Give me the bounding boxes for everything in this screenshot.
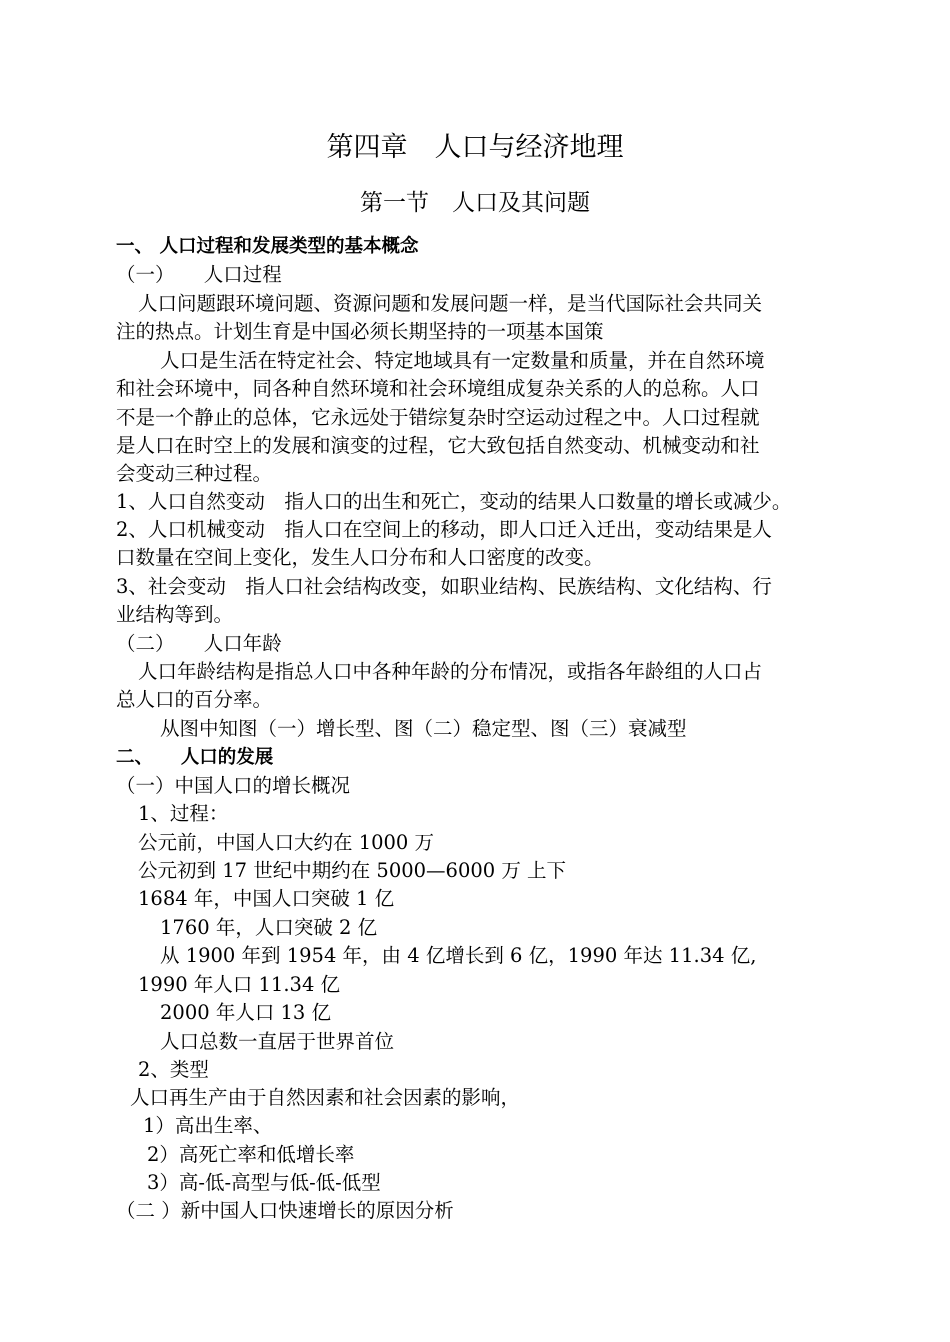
paragraph-line: 从图中知图（一）增长型、图（二）稳定型、图（三）衰减型 (160, 717, 687, 740)
list-item: 人口总数一直居于世界首位 (160, 1030, 395, 1053)
paragraph-line: 不是一个静止的总体，它永远处于错综复杂时空运动过程之中。人口过程就 (116, 406, 760, 429)
subheading-population-age: （二） 人口年龄 (116, 632, 282, 655)
paragraph-line: 人口再生产由于自然因素和社会因素的影响， (130, 1086, 521, 1109)
list-item: 公元前，中国人口大约在 1000 万 (138, 831, 435, 854)
paragraph-line: 口数量在空间上变化，发生人口分布和人口密度的改变。 (116, 546, 604, 569)
list-item: 公元初到 17 世纪中期约在 5000—6000 万 上下 (138, 859, 567, 882)
subheading-growth-overview: （一）中国人口的增长概况 (116, 774, 351, 797)
paragraph-line: 会变动三种过程。 (116, 462, 273, 485)
paragraph-line: 总人口的百分率。 (116, 688, 273, 711)
paragraph-line: 注的热点。计划生育是中国必须长期坚持的一项基本国策 (116, 320, 604, 343)
heading-part-one: 一、 人口过程和发展类型的基本概念 (116, 236, 419, 257)
paragraph-line: 人口问题跟环境问题、资源问题和发展问题一样，是当代国际社会共同关 (138, 292, 763, 315)
list-item: 1684 年，中国人口突破 1 亿 (138, 887, 395, 910)
list-item: 1760 年，人口突破 2 亿 (160, 916, 378, 939)
list-item: 从 1900 年到 1954 年，由 4 亿增长到 6 亿，1990 年达 11.34 亿, (160, 944, 757, 967)
list-item: 2、人口机械变动 指人口在空间上的移动，即人口迁入迁出，变动结果是人 (116, 518, 772, 541)
paragraph-line: 业结构等到。 (116, 603, 234, 626)
list-item: 2、类型 (138, 1058, 209, 1081)
list-item: 3、社会变动 指人口社会结构改变，如职业结构、民族结构、文化结构、行 (116, 575, 772, 598)
list-item: 3）高-低-高型与低-低-低型 (147, 1171, 381, 1194)
list-item: 1）高出生率、 (143, 1114, 273, 1137)
list-item: 2）高死亡率和低增长率 (147, 1143, 355, 1166)
section-title: 第一节 人口及其问题 (360, 190, 590, 216)
list-item: 1、人口自然变动 指人口的出生和死亡，变动的结果人口数量的增长或减少。 (116, 490, 792, 513)
list-item: 1、过程： (138, 802, 229, 825)
heading-part-two: 二、 人口的发展 (116, 747, 274, 768)
list-item: 2000 年人口 13 亿 (160, 1001, 332, 1024)
list-item: 1990 年人口 11.34 亿 (138, 973, 341, 996)
chapter-title: 第四章 人口与经济地理 (326, 132, 624, 163)
paragraph-line: 人口年龄结构是指总人口中各种年龄的分布情况，或指各年龄组的人口占 (138, 660, 763, 683)
paragraph-line: 人口是生活在特定社会、特定地域具有一定数量和质量，并在自然环境 (160, 349, 765, 372)
subheading-population-process: （一） 人口过程 (116, 263, 282, 286)
paragraph-line: 和社会环境中，同各种自然环境和社会环境组成复杂关系的人的总称。人口 (116, 377, 760, 400)
paragraph-line: 是人口在时空上的发展和演变的过程，它大致包括自然变动、机械变动和社 (116, 434, 760, 457)
subheading-growth-causes: （二 ）新中国人口快速增长的原因分析 (116, 1199, 454, 1222)
